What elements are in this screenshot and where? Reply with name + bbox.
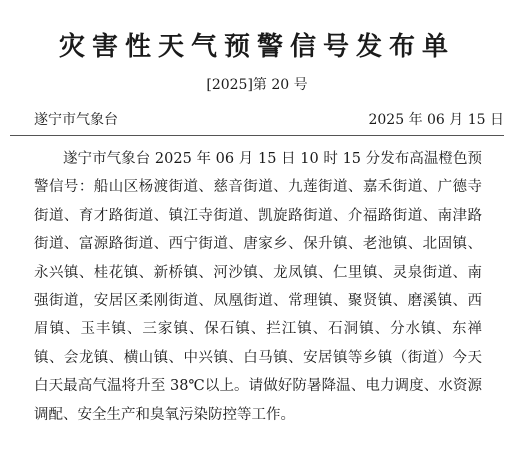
issue-date: 2025 年 06 月 15 日 xyxy=(368,112,504,128)
warning-body-text: 遂宁市气象台 2025 年 06 月 15 日 10 时 15 分发布高温橙色预警信号：船山区杨渡街道、慈音街道、九莲街道、嘉禾街道、广德寺街道、育才路街道、镇江寺街道、凯旋路街道、介福路街道、南津路街道、富源路街道、西宁街道、唐家乡、保升镇、老池镇、北固镇、永兴镇、桂花镇、新桥镇、河沙镇、龙凤镇、仁里镇、灵泉街道、南强街道，安居区柔刚街道、凤凰街道、常理镇、聚贤镇、磨溪镇、西眉镇、玉丰镇、三家镇、保石镇、拦江镇、石洞镇、分水镇、东禅镇、会龙镇、横山镇、中兴镇、白马镇、安居镇等乡镇（街道）今天白天最高气温将升至 38℃以上。请做好防暑降温、电力调度、水资源调配、安全生产和臭氧污染防控等工作。 xyxy=(34,151,482,423)
document-title: 灾害性天气预警信号发布单 xyxy=(58,32,455,62)
header-divider xyxy=(10,135,504,136)
document-header-row xyxy=(34,110,504,130)
document-number: [2025]第 20 号 xyxy=(206,77,308,93)
issuer-name: 遂宁市气象台 xyxy=(34,112,118,128)
